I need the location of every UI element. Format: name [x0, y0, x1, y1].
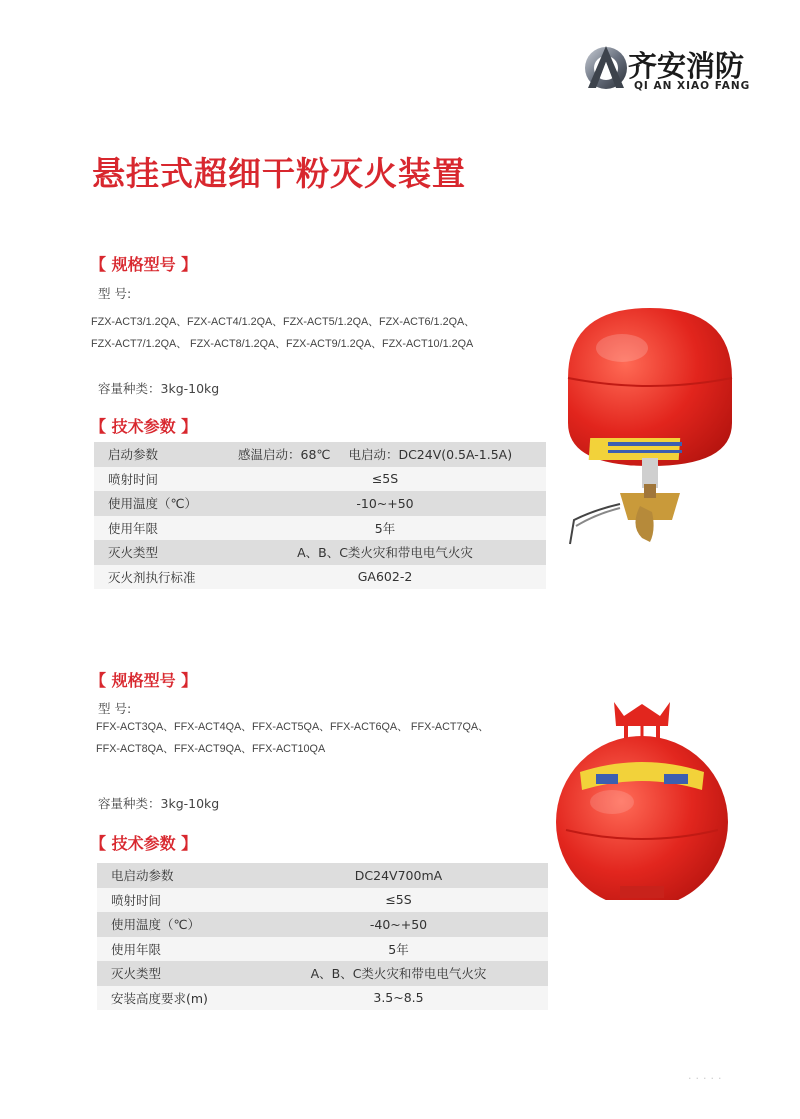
- table-row: [97, 863, 548, 888]
- table-row: [94, 491, 546, 516]
- row-key: 使用温度（℃）: [97, 912, 249, 937]
- section2-capacity: 容量种类：3kg-10kg: [98, 796, 220, 811]
- row-value: -40~+50: [249, 912, 548, 937]
- row-key: 启动参数: [94, 442, 224, 467]
- table-row: [94, 516, 546, 541]
- section1-model-label: 型 号:: [98, 286, 132, 301]
- section2-model-list: [96, 716, 489, 760]
- row-key: 电启动参数: [97, 863, 249, 888]
- section2-spec-table: [97, 863, 548, 1010]
- spherical-extinguisher-image: [552, 690, 732, 900]
- start-temp-value: 感温启动：68℃: [238, 447, 331, 463]
- row-value: 3.5~8.5: [249, 986, 548, 1011]
- table-row: [94, 467, 546, 492]
- table-row: [97, 912, 548, 937]
- section2-model-line: FFX-ACT8QA、FFX-ACT9QA、FFX-ACT10QA: [96, 743, 326, 755]
- page-title: 悬挂式超细干粉灭火装置: [92, 154, 466, 193]
- section2-param-heading: 【 技术参数 】: [90, 834, 198, 853]
- row-value: ≤5S: [249, 888, 548, 913]
- row-value: 5年: [249, 937, 548, 962]
- row-key: 灭火类型: [94, 540, 224, 565]
- row-value: -10~+50: [224, 491, 546, 516]
- section1-model-list: [91, 311, 475, 355]
- table-row: [94, 565, 546, 590]
- row-key: 使用年限: [97, 937, 249, 962]
- section1-capacity: 容量种类：3kg-10kg: [98, 381, 220, 396]
- section1-param-heading: 【 技术参数 】: [90, 417, 198, 436]
- table-row: [97, 937, 548, 962]
- logo-chinese-name: 齐安消防: [628, 49, 745, 83]
- row-key: 使用温度（℃）: [94, 491, 224, 516]
- row-key: 喷射时间: [97, 888, 249, 913]
- section2-model-line: FFX-ACT3QA、FFX-ACT4QA、FFX-ACT5QA、FFX-ACT6QA、 FFX-ACT7QA、: [96, 721, 489, 733]
- watermark-dots: ·····: [688, 1072, 726, 1085]
- table-row: [94, 540, 546, 565]
- table-row: [97, 888, 548, 913]
- row-value: GA602-2: [224, 565, 546, 590]
- section1-spec-heading: 【 规格型号 】: [90, 255, 198, 274]
- table-row: [97, 961, 548, 986]
- row-key: 灭火类型: [97, 961, 249, 986]
- row-key: 灭火剂执行标准: [94, 565, 224, 590]
- start-elec-value: 电启动：DC24V(0.5A-1.5A): [348, 447, 513, 463]
- logo-english-name: QI AN XIAO FANG: [634, 80, 751, 92]
- row-value: ≤5S: [224, 467, 546, 492]
- row-value: [224, 442, 546, 467]
- table-row: [94, 442, 546, 467]
- row-value: 5年: [224, 516, 546, 541]
- row-key: 使用年限: [94, 516, 224, 541]
- row-key: 喷射时间: [94, 467, 224, 492]
- logo-mark-icon: [582, 40, 632, 96]
- row-value: A、B、C类火灾和带电电气火灾: [224, 540, 546, 565]
- row-value: A、B、C类火灾和带电电气火灾: [249, 961, 548, 986]
- brand-logo: [582, 40, 762, 96]
- section2-model-label: 型 号:: [98, 701, 132, 716]
- section2-spec-heading: 【 规格型号 】: [90, 671, 198, 690]
- row-key: 安装高度要求(m): [97, 986, 249, 1011]
- section1-spec-table: [94, 442, 546, 589]
- hanging-extinguisher-image: [560, 298, 740, 548]
- section1-model-line: FZX-ACT3/1.2QA、FZX-ACT4/1.2QA、FZX-ACT5/1.2QA、FZX-ACT6/1.2QA、: [91, 316, 475, 328]
- table-row: [97, 986, 548, 1011]
- section1-model-line: FZX-ACT7/1.2QA、 FZX-ACT8/1.2QA、FZX-ACT9/1.2QA、FZX-ACT10/1.2QA: [91, 338, 474, 350]
- row-value: DC24V700mA: [249, 863, 548, 888]
